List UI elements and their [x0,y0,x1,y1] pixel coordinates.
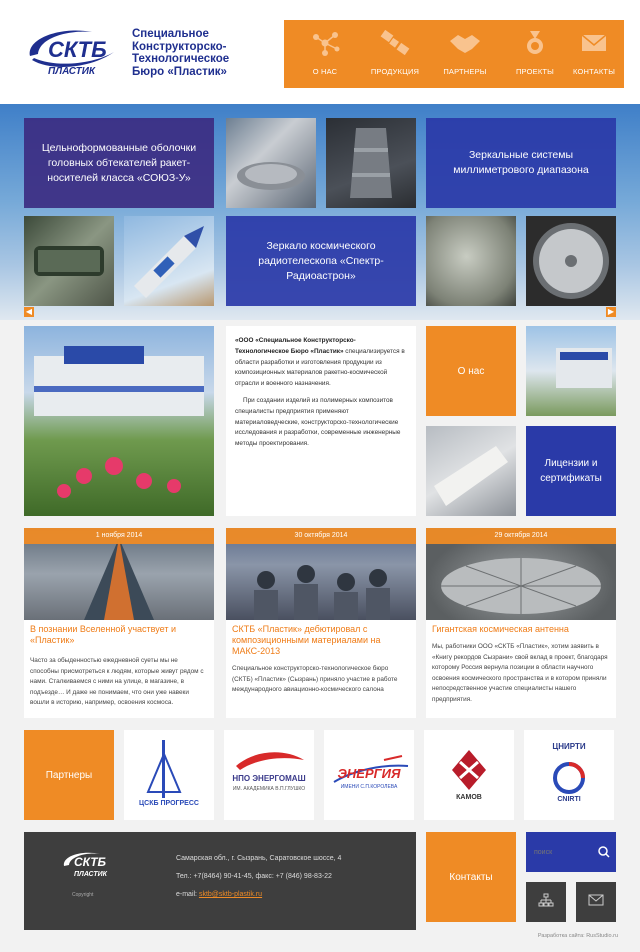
photo-mirror-dish [426,216,516,306]
chevron-right-icon: ▶ [607,307,615,316]
partner-energia-sub: ИМЕНИ С.П.КОРОЛЕВА [340,784,398,790]
footer-email-link[interactable]: sktb@sktb-plastik.ru [198,891,263,898]
news-title[interactable]: Гигантская космическая антенна [432,624,569,634]
banner-next-arrow[interactable] [606,307,616,317]
search-box [526,832,616,872]
nav-item-products[interactable]: ПРОДУКЦИЯ [354,20,436,88]
contacts-tile[interactable] [426,832,516,922]
footer-email-row [176,889,262,901]
envelope-icon [564,28,624,58]
contacts-tile-label: Контакты [449,871,493,883]
footer-address: Самарская обл., г. Сызрань, Саратовское шоссе, 4 [176,855,342,862]
sitemap-icon [538,893,554,912]
banner-tile-mirrors[interactable] [426,118,616,208]
about-company-name: «ООО «Специальное Конструкторско-Технологическое Бюро «Пластик» [235,337,356,355]
photo-fairing-assembly [226,118,316,208]
nav-item-partners[interactable]: ПАРТНЕРЫ [424,20,506,88]
news-title[interactable]: В познании Вселенной участвует и «Пластик» [30,624,177,645]
licenses-tile-label: Лицензии и сертификаты [540,458,602,484]
news-body: Специальное конструкторско-технологическое бюро (СКТБ) «Пластик» (Сызрань) приняло участие в работе международного авиационно-космического салона [232,665,398,693]
chevron-left-icon: ◀ [25,307,33,316]
about-description [226,326,416,516]
svg-text:СКТБ: СКТБ [74,855,107,869]
news-body: Мы, работники ООО «СКТБ «Пластик», хотим заявить в «Книгу рекордов Сызрани» свой вклад в проект, благодаря которому Россия вернула позиции в области научного освоения космического пространства и в котором приняли непосредственное участие специалисты нашего предприятия. [432,643,608,703]
photo-office [526,326,616,416]
photo-workshop-mold [24,216,114,306]
partner-energomash[interactable] [224,730,314,820]
sitemap-button[interactable] [526,882,566,922]
footer-email-label: e-mail: [176,891,199,898]
svg-text:ПЛАСТИК: ПЛАСТИК [74,871,107,878]
partners-tile[interactable] [24,730,114,820]
nav-item-projects[interactable]: ПРОЕКТЫ [494,20,576,88]
news-body: Часто за обыденностью ежедневной суеты мы не способны присмотреться к людям, которые живут рядом с нами. Сталкиваемся с ними на улице, в магазине, в подъезде… И даже не понимаем, что они уже навеки вошли в историю, например, освоения космоса. [30,657,204,706]
news-date: 29 октября 2014 [426,528,616,544]
copyright: Copyright [72,892,94,898]
news-date: 1 ноября 2014 [24,528,214,544]
banner-tile-fairing-text: Цельноформованные оболочки головных обтекателей ракет-носителей класса «СОЮЗ-У» [41,141,197,184]
partner-energia-name: ЭНЕРГИЯ [337,766,401,781]
news-card-3[interactable] [426,528,616,718]
footer-logo[interactable] [60,848,120,878]
banner-tile-fairing[interactable] [24,118,214,208]
partner-cnirti-latin: CNIRTI [557,796,581,803]
envelope-icon [588,893,604,911]
developer-credit[interactable]: Разработка сайта: RusStudio.ru [537,933,618,939]
partner-progress-name: ЦСКБ ПРОГРЕСС [139,800,199,807]
company-name: Специальное Конструкторско- Технологическое Бюро «Пластик» [132,28,230,78]
banner-tile-radiotelescope[interactable] [226,216,416,306]
about-us-tile-label: О нас [457,365,485,377]
banner-tile-radiotelescope-text: Зеркало космического радиотелескопа «Спектр-Радиоастрон» [258,239,384,282]
footer-phone: Тел.: +7(8464) 90-41-45, факс: +7 (846) 98-83-22 [176,873,332,880]
banner-prev-arrow[interactable] [24,307,34,317]
partner-energomash-name: НПО ЭНЕРГОМАШ [232,774,306,783]
search-icon[interactable] [598,845,610,863]
partner-kamov[interactable] [424,730,514,820]
svg-text:ПЛАСТИК: ПЛАСТИК [48,66,96,77]
partner-kamov-name: КАМОВ [456,794,482,801]
photo-company-building [24,326,214,516]
partner-progress[interactable] [124,730,214,820]
about-intro: специализируется в области разработки и изготовления продукции из композиционных материалов ракетно-космической отрасли и военного назначения. [235,347,405,388]
banner-tile-mirrors-text: Зеркальные системы миллиметрового диапазона [453,149,589,176]
news-date: 30 октября 2014 [226,528,416,544]
svg-text:СКТБ: СКТБ [48,37,107,62]
photo-product-cone [426,426,516,516]
partner-energomash-sub: ИМ. АКАДЕМИКА В.П.ГЛУШКО [232,786,306,792]
news-card-2[interactable] [226,528,416,718]
about-methods: При создании изделий из полимерных композитов специалисты предприятия применяют материаловедческие, конструкторско-технологические исследования и разработки, современные инженерные методы проектирования. [235,396,401,448]
nav-item-about[interactable]: О НАС [284,20,366,88]
photo-fairing-shell [326,118,416,208]
email-button[interactable] [576,882,616,922]
partner-cnirti-name: ЦНИРТИ [552,742,586,751]
photo-rocket [124,216,214,306]
company-logo[interactable] [22,24,122,80]
news-card-1[interactable] [24,528,214,718]
news-title[interactable]: СКТБ «Пластик» дебютировал с композиционными материалами на МАКС-2013 [232,624,381,656]
partner-cnirti[interactable] [524,730,614,820]
photo-mirror-ring [526,216,616,306]
partner-energia[interactable] [324,730,414,820]
partners-tile-label: Партнеры [45,769,93,781]
about-us-tile[interactable] [426,326,516,416]
nav-item-contacts[interactable]: КОНТАКТЫ [564,20,624,88]
search-input[interactable] [532,844,594,860]
licenses-tile[interactable] [526,426,616,516]
